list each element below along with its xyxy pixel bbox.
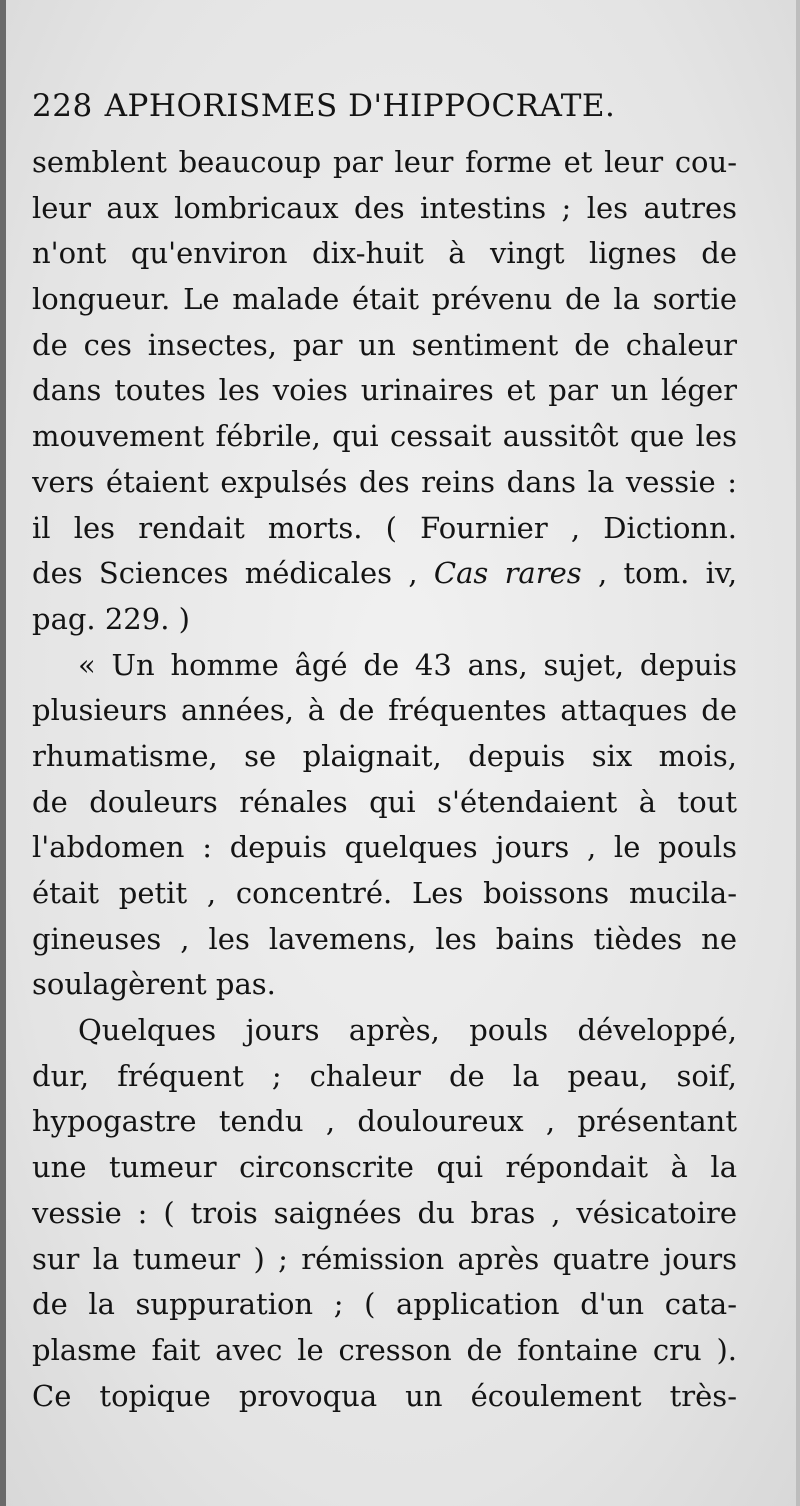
page-number: 228 <box>32 88 93 124</box>
running-header <box>32 88 772 124</box>
text-line: leur aux lombricaux des intestins ; les autres <box>32 190 737 225</box>
text-line: Ce topique provoqua un écoulement très- <box>32 1378 737 1413</box>
text-line: vers étaient expulsés des reins dans la vessie : <box>32 464 737 499</box>
text-line: de douleurs rénales qui s'étendaient à tout <box>32 784 737 819</box>
text-line: mouvement fébrile, qui cessait aussitôt que les <box>32 419 737 454</box>
text-line: pag. 229. ) <box>32 601 190 636</box>
running-title: APHORISMES D'HIPPOCRATE. <box>104 88 616 124</box>
page-edge <box>796 0 800 1506</box>
text-line: sur la tumeur ) ; rémission après quatre jours <box>32 1241 737 1276</box>
text-line: n'ont qu'environ dix-huit à vingt lignes de <box>32 236 737 271</box>
citation-title: Cas rares <box>433 556 582 591</box>
paragraph-start-line: « Un homme âgé de 43 ans, sujet, depuis <box>78 647 737 682</box>
text-line: plusieurs années, à de fréquentes attaques de <box>32 693 737 728</box>
text-line: semblent beaucoup par leur forme et leur cou- <box>32 145 737 179</box>
citation-line <box>32 551 737 597</box>
text-line: longueur. Le malade était prévenu de la sortie <box>32 282 737 317</box>
citation-volume: , tom. iv, <box>597 556 737 591</box>
text-line: était petit , concentré. Les boissons mucila- <box>32 876 737 910</box>
body-text <box>32 140 737 1419</box>
text-line: soulagèrent pas. <box>32 967 276 1002</box>
text-line: de ces insectes, par un sentiment de chaleur <box>32 327 737 362</box>
text-line: dur, fréquent ; chaleur de la peau, soif, <box>32 1058 737 1093</box>
text-line: rhumatisme, se plaignait, depuis six mois, <box>32 738 737 773</box>
citation-source: des Sciences médicales , <box>32 556 418 591</box>
text-line: une tumeur circonscrite qui répondait à la <box>32 1150 737 1185</box>
text-line: il les rendait morts. ( Fournier , Dictionn. <box>32 510 737 545</box>
text-line: dans toutes les voies urinaires et par un léger <box>32 373 737 408</box>
text-line: gineuses , les lavemens, les bains tièdes ne <box>32 921 737 956</box>
text-line: l'abdomen : depuis quelques jours , le pouls <box>32 830 737 865</box>
text-line: vessie : ( trois saignées du bras , vésicatoire <box>32 1195 737 1230</box>
text-line: plasme fait avec le cresson de fontaine cru ). <box>32 1332 737 1367</box>
text-line: de la suppuration ; ( application d'un cata- <box>32 1287 737 1322</box>
paragraph-start-line: Quelques jours après, pouls développé, <box>78 1013 737 1048</box>
text-line: hypogastre tendu , douloureux , présentant <box>32 1104 737 1139</box>
page-gutter-shadow <box>0 0 6 1506</box>
